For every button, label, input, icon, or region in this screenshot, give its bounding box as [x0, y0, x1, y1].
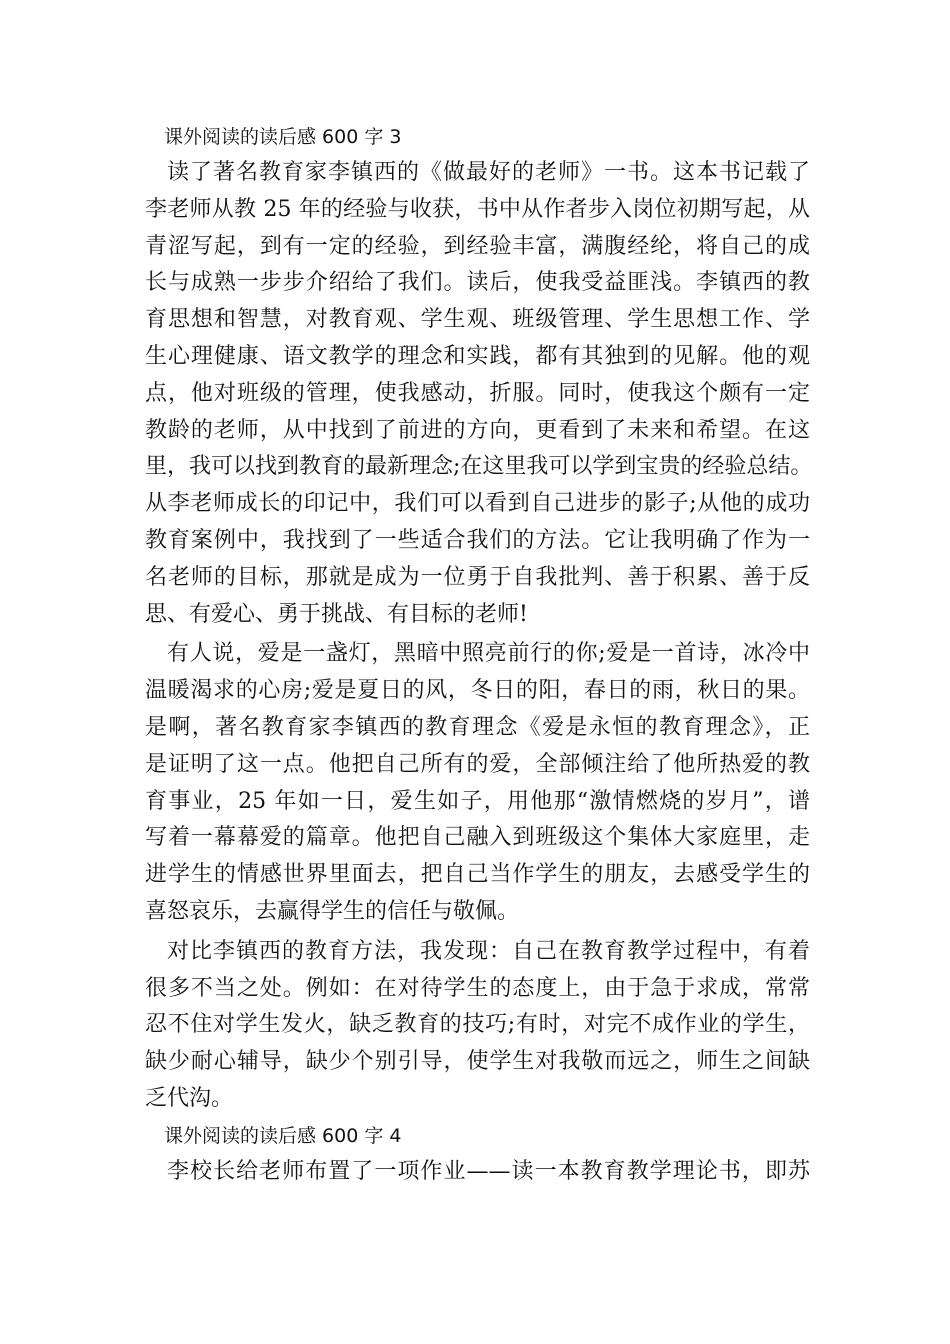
- text-line: 是啊，著名教育家李镇西的教育理念《爱是永恒的教育理念》，正: [145, 714, 810, 740]
- document-body: [145, 119, 813, 1191]
- text-line: 乏代沟。: [145, 1085, 234, 1111]
- text-line: 忍不住对学生发火，缺乏教育的技巧;有时，对完不成作业的学生，: [145, 1012, 810, 1038]
- text-line: 从李老师成长的印记中，我们可以看到自己进步的影子;从他的成功: [145, 491, 810, 517]
- text-line: 育事业，25 年如一日，爱生如子，用他那“激情燃烧的岁月”，谱: [145, 788, 810, 814]
- text-line: 李老师从教 25 年的经验与收获，书中从作者步入岗位初期写起，从: [145, 196, 810, 222]
- text-line: 缺少耐心辅导，缺少个别引导，使学生对我敬而远之，师生之间缺: [145, 1049, 810, 1075]
- text-line: 生心理健康、语文教学的理念和实践，都有其独到的见解。他的观: [145, 343, 810, 369]
- text-line: 教育案例中，我找到了一些适合我们的方法。它让我明确了作为一: [145, 527, 810, 553]
- text-line: 对比李镇西的教育方法，我发现：自己在教育教学过程中，有着: [167, 938, 810, 964]
- text-line: 温暖渴求的心房;爱是夏日的风，冬日的阳，春日的雨，秋日的果。: [145, 678, 810, 704]
- paragraph: [145, 155, 813, 633]
- text-line: 写着一幕幕爱的篇章。他把自己融入到班级这个集体大家庭里，走: [145, 825, 810, 851]
- text-line: 名老师的目标，那就是成为一位勇于自我批判、善于积累、善于反: [145, 564, 810, 590]
- text-line: 思、有爱心、勇于挑战、有目标的老师!: [145, 601, 528, 627]
- paragraph: [145, 934, 810, 1118]
- text-line: 是证明了这一点。他把自己所有的爱，全部倾注给了他所热爱的教: [145, 751, 810, 777]
- text-line: 李校长给老师布置了一项作业——读一本教育教学理论书，即苏: [167, 1158, 810, 1184]
- text-line: 很多不当之处。例如：在对待学生的态度上，由于急于求成，常常: [145, 975, 810, 1001]
- text-line: 喜怒哀乐，去赢得学生的信任与敬佩。: [145, 898, 520, 924]
- text-line: 育思想和智慧，对教育观、学生观、班级管理、学生思想工作、学: [145, 307, 810, 333]
- text-line: 里，我可以找到教育的最新理念;在这里我可以学到宝贵的经验总结。: [145, 454, 813, 480]
- text-line: 点，他对班级的管理，使我感动，折服。同时，使我这个颇有一定: [145, 380, 810, 406]
- text-line: 读了著名教育家李镇西的《做最好的老师》一书。这本书记载了: [167, 160, 810, 185]
- text-line: 教龄的老师，从中找到了前进的方向，更看到了未来和希望。在这: [145, 417, 810, 443]
- section-heading: 课外阅读的读后感 600 字 4: [164, 1124, 402, 1147]
- section-heading: 课外阅读的读后感 600 字 3: [164, 126, 402, 148]
- text-line: 有人说，爱是一盏灯，黑暗中照亮前行的你;爱是一首诗，冰冷中: [167, 641, 810, 667]
- paragraph: [145, 1154, 810, 1191]
- text-line: 长与成熟一步步介绍给了我们。读后，使我受益匪浅。李镇西的教: [145, 270, 810, 296]
- text-line: 青涩写起，到有一定的经验，到经验丰富，满腹经纶，将自己的成: [145, 233, 810, 259]
- paragraph: [145, 636, 810, 930]
- text-line: 进学生的情感世界里面去，把自己当作学生的朋友，去感受学生的: [145, 862, 810, 888]
